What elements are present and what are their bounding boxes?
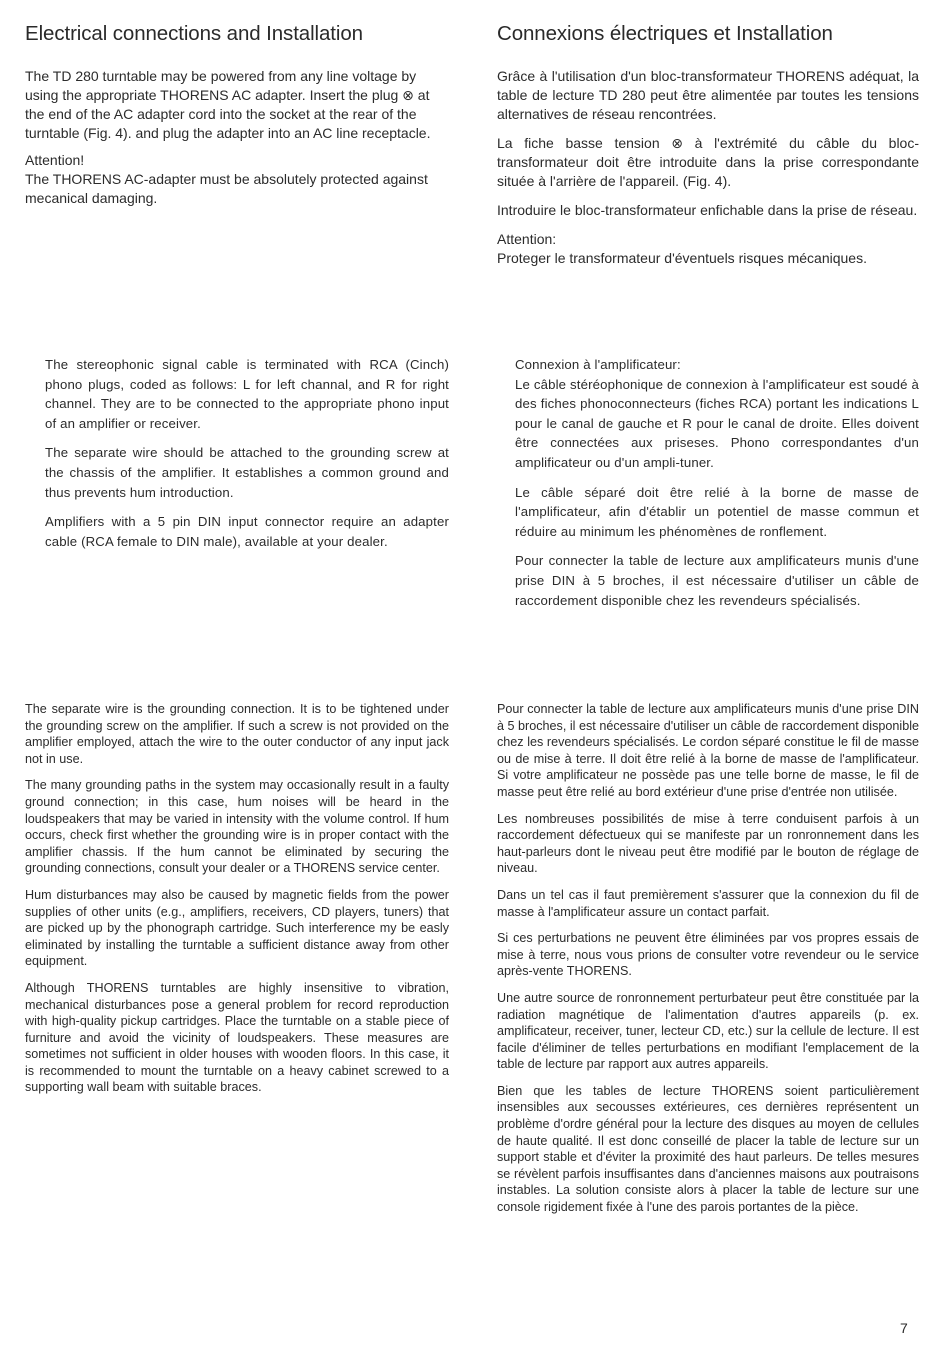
page-number: 7 — [900, 1320, 908, 1336]
left-heading: Electrical connections and Installation — [25, 22, 363, 45]
right-middle-section — [515, 355, 919, 620]
right-bottom-paragraph: Pour connecter la table de lecture aux amplificateurs munis d'une prise DIN à 5 broches, il est nécessaire d'utiliser un câble de raccordement disponible chez les revendeurs spécialisés. Le cordon séparé constitue le fil de masse ou de mise à terre. Il doit être relié à la borne de masse de l'amplificateur. Si votre amplificateur ne possède pas une telle borne de masse, le fil de masse peut être relié au bord extérieur d'une prise d'entrée non utilisée. — [497, 702, 919, 799]
right-middle-label: Connexion à l'amplificateur: — [515, 357, 681, 372]
right-attention-text: Proteger le transformateur d'éventuels risques mécaniques. — [497, 250, 867, 266]
right-middle-paragraph: Le câble séparé doit être relié à la borne de masse de l'amplificateur, afin d'établir un potentiel de masse commun et réduire au minimum les phénomènes de ronflement. — [515, 484, 919, 539]
right-bottom-paragraph: Dans un tel cas il faut premièrement s'assurer que la connexion du fil de masse à l'amplificateur assure un contact parfait. — [497, 887, 919, 919]
right-bottom-section — [497, 701, 919, 1226]
left-bottom-paragraph: Although THORENS turntables are highly insensitive to vibration, mechanical disturbances pose a general problem for record reproduction with high-quality pickup cartridges. Place the turntable on a stable piece of furniture and avoid the vicinity of loudspeakers. These measures are sometimes not sufficient in older houses with wooden floors. In this case, it is recommended to mount the turntable on a heavy cabinet screwed to a supporting wall beam with suitable braces. — [25, 980, 449, 1095]
left-middle-section — [45, 355, 449, 561]
left-middle-paragraph: The separate wire should be attached to the grounding screw at the chassis of the amplifier. It establishes a common ground and thus prevents hum introduction. — [45, 445, 449, 500]
right-intro-section — [497, 67, 919, 278]
right-bottom-paragraph: Une autre source de ronronnement perturbateur peut être constituée par la radiation magnétique de l'alimentation d'autres appareils (p. ex. amplificateur, receiver, tuner, lecteur CD, etc.) sur la cellule de lecture. Il est facile d'éliminer de telles perturbations en modifiant l'emplacement de la table de lecture par rapport aux autres appareils. — [497, 990, 919, 1072]
right-middle-paragraph: Pour connecter la table de lecture aux amplificateurs munis d'une prise DIN à 5 broches, il est nécessaire d'utiliser un câble de raccordement disponible chez les revendeurs spécialisés. — [515, 553, 919, 608]
left-attention-label: Attention! — [25, 152, 85, 168]
right-bottom-paragraph: Si ces perturbations ne peuvent être éliminées par vos propres essais de mise à terre, nous vous prions de consulter votre revendeur ou le service après-vente THORENS. — [497, 931, 919, 979]
right-intro-paragraph: Introduire le bloc-transformateur enfichable dans la prise de réseau. — [497, 202, 918, 218]
right-heading: Connexions électriques et Installation — [497, 22, 833, 45]
right-top-section — [497, 22, 922, 46]
right-intro-paragraph: La fiche basse tension ⊗ à l'extrémité du câble du bloc-transformateur doit être introduite dans la prise correspondante située à l'arrière de l'appareil. (Fig. 4). — [497, 135, 919, 189]
right-attention-label: Attention: — [497, 231, 557, 247]
left-middle-paragraph: Amplifiers with a 5 pin DIN input connector require an adapter cable (RCA female to DIN male), available at your dealer. — [45, 514, 449, 549]
left-middle-paragraph: The stereophonic signal cable is terminated with RCA (Cinch) phono plugs, coded as follows: L for left channal, and R for right channel. They are to be connected to the appropriate phono input of an amplifier or receiver. — [45, 357, 449, 431]
left-bottom-paragraph: The separate wire is the grounding connection. It is to be tightened under the grounding screw on the amplifier. If such a screw is not provided on the amplifier employed, attach the wire to the outer conductor of any input jack not in use. — [25, 702, 449, 766]
right-bottom-paragraph: Bien que les tables de lecture THORENS soient particulièrement insensibles aux secousses extérieures, ces dernières représentent un problème d'ordre général pour la lecture des disques au moyen de cellules de haute qualité. Il est donc conseillé de placer la table de lecture sur un support stable et d'éviter la proximité des haut parleurs. De telles mesures se révèlent parfois insuffisantes dans d'anciennes maisons aux poutraisons instables. La solution consiste alors à placer la table de lecture sur une console rigidement fixée à l'une des parois portantes de la pièce. — [497, 1083, 919, 1215]
right-bottom-paragraph: Les nombreuses possibilités de mise à terre conduisent parfois à un raccordement défectueux qui se manifeste par un ronronnement dans les haut-parleurs dont le niveau peut être modifié par le bouton de réglage de niveau. — [497, 811, 919, 876]
left-top-section — [25, 22, 450, 46]
right-intro-paragraph: Grâce à l'utilisation d'un bloc-transformateur THORENS adéquat, la table de lecture TD 280 peut être alimentée par toutes les tensions alternatives de réseau rencontrées. — [497, 68, 919, 122]
left-bottom-paragraph: Hum disturbances may also be caused by magnetic fields from the power supplies of other units (e.g., amplifiers, receivers, CD players, tuners) that are picked up by the phonograph cartridge. Such interference my be easly eliminated by installing the turntable a sufficient distance away from other equipment. — [25, 887, 449, 969]
left-intro-paragraph: The TD 280 turntable may be powered from any line voltage by using the appropriate THORENS AC adapter. Insert the plug ⊗ at the end of the AC adapter cord into the socket at the rear of the turntable (Fig. 4). and plug the adapter into an AC line receptacle. — [25, 68, 431, 141]
left-bottom-section — [25, 701, 449, 1106]
left-intro-section — [25, 67, 449, 218]
left-bottom-paragraph: The many grounding paths in the system may occasionally result in a faulty ground connection; in this case, hum noises will be heard in the loudspeakers that may be varied in intensity with the volume control. If hum occurs, check first whether the grounding wire is in proper contact with the amplifier chassis. If the hum cannot be eliminated by securing the grounding connections, consult your dealer or a THORENS service center. — [25, 778, 449, 876]
left-attention-text: The THORENS AC-adapter must be absolutely protected against mecanical damaging. — [25, 171, 428, 206]
right-middle-paragraph: Le câble stéréophonique de connexion à l'amplificateur est soudé à des fiches phonoconnecteurs (fiches RCA) portant les indications L pour le canal de gauche et R pour le canal de droite. Elles doivent être connectées aux priseses. Phono correspondantes d'un amplificateur ou d'un ampli-tuner. — [515, 376, 919, 470]
